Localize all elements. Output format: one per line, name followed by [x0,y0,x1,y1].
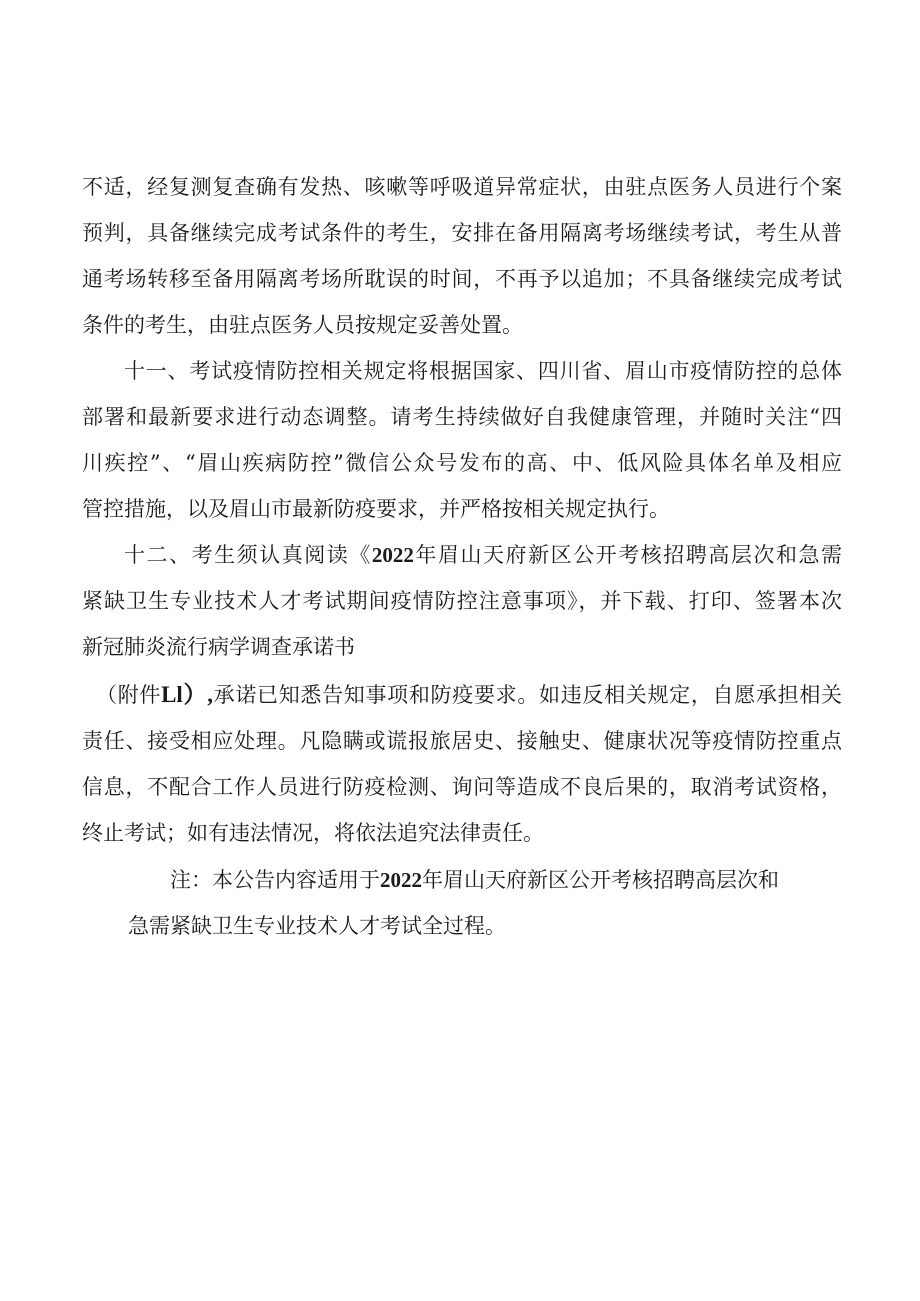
para-12-line-6: 信息，不配合工作人员进行防疫检测、询问等造成不良后果的，取消考试资格， [82,775,842,799]
para-11-line-2: 部署和最新要求进行动态调整。请考生持续做好自我健康管理，并随时关注“四 [82,405,842,429]
note-line-1 [170,866,779,894]
note-year: 2022 [380,868,422,892]
para-11-line-1: 十一、考试疫情防控相关规定将根据国家、四川省、眉山市疫情防控的总体 [124,359,842,383]
para-cont-line-2: 预判，具备继续完成考试条件的考生，安排在备用隔离考场继续考试，考生从普 [82,221,842,245]
para-12-line-3: 新冠肺炎流行病学调查承诺书 [82,635,355,659]
para-12-line-4 [96,681,842,709]
para-12-line-7: 终止考试；如有违法情况，将依法追究法律责任。 [82,821,544,845]
para-11-line-3: 川疾控”、“眉山疾病防控”微信公众号发布的高、中、低风险具体名单及相应 [82,451,842,475]
para-12-year: 2022 [371,543,414,567]
note-post: 年眉山天府新区公开考核招聘高层次和 [422,868,779,892]
para-12-line-4-pre: （附件 [96,683,162,707]
para-cont-line-3: 通考场转移至备用隔离考场所耽误的时间，不再予以追加；不具备继续完成考试 [82,267,842,291]
para-12-line-5: 责任、接受相应处理。凡隐瞒或谎报旅居史、接触史、健康状况等疫情防控重点 [82,729,842,753]
para-11-line-4: 管控措施，以及眉山市最新防疫要求，并严格按相关规定执行。 [82,497,670,521]
para-cont-line-1: 不适，经复测复查确有发热、咳嗽等呼吸道异常症状，由驻点医务人员进行个案 [82,175,842,199]
para-12-line-4-post: 承诺已知悉告知事项和防疫要求。如违反相关规定，自愿承担相关 [212,683,843,707]
attachment-ref: Ll）, [161,682,213,707]
para-12-line-1-pre: 十二、考生须认真阅读《 [124,543,372,567]
para-cont-line-4: 条件的考生，由驻点医务人员按规定妥善处置。 [82,313,523,337]
para-12-line-1 [124,541,842,569]
para-12-line-1-post: 年眉山天府新区公开考核招聘高层次和急需 [413,543,843,567]
note-pre: 注：本公告内容适用于 [170,868,380,892]
note-line-2: 急需紧缺卫生专业技术人才考试全过程。 [128,914,506,938]
para-12-line-2: 紧缺卫生专业技术人才考试期间疫情防控注意事项》，并下载、打印、签署本次 [82,589,842,613]
